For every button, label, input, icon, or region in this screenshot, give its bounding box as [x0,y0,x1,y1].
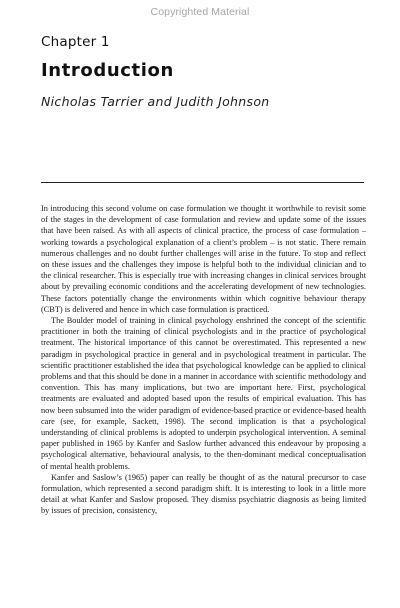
chapter-label: Chapter 1 [41,34,110,50]
body-text [41,203,366,517]
watermark: Copyrighted Material [150,6,250,18]
paragraph: In introducing this second volume on case formulation we thought it worthwhile to revisit some of the stages in the development of case formulation and review and update some of the issues that have been raised. As with all aspects of clinical practice, the process of case formulation – working towards a psychological explanation of a client’s problem – is not static. There remain numerous challenges and no doubt further challenges will arise in the future. To stop and reflect on these issues and the challenges they impose is helpful both to the individual clinician and to the clinical researcher. This is especially true with increasing changes in clinical services brought about by prevailing economic conditions and the accelerating development of new technologies. These factors potentially change the environments within which cognitive behaviour therapy (CBT) is delivered and hence in which case formulation is practiced. [41,204,366,314]
chapter-title: Introduction [41,60,174,81]
paragraph: The Boulder model of training in clinical psychology enshrined the concept of the scientific practitioner in both the training of clinical psychologists and in the practice of psychological treatment. The historical importance of this cannot be overestimated. This represented a new paradigm in psychological practice in general and in psychological treatment in particular. The scientific practitioner established the idea that psychological knowledge can be applied to clinical problems and that this should be done in a manner in accordance with scientific methodology and convention. This has many implications, but two are important here. First, psychological treatments are evaluated and adopted based upon the results of empirical evaluation. This has now been subsumed into the wider paradigm of evidence-based practice or evidence-based health care (see, for example, Sackett, 1998). The second implication is that a psychological understanding of clinical problems is adopted to underpin psychological intervention. A seminal paper published in 1965 by Kanfer and Saslow further advanced this endeavour by proposing a psychological alternative, behavioural analysis, to the then-dominant medical conceptualisation of mental health problems. [41,316,366,471]
section-divider [41,182,364,183]
paragraph: Kanfer and Saslow’s (1965) paper can really be thought of as the natural precursor to case formulation, which represented a second paradigm shift. It is interesting to look in a little more detail at what Kanfer and Saslow proposed. They dismiss psychiatric diagnosis as being limited by issues of precision, consistency, [41,472,366,516]
chapter-authors: Nicholas Tarrier and Judith Johnson [41,94,270,109]
